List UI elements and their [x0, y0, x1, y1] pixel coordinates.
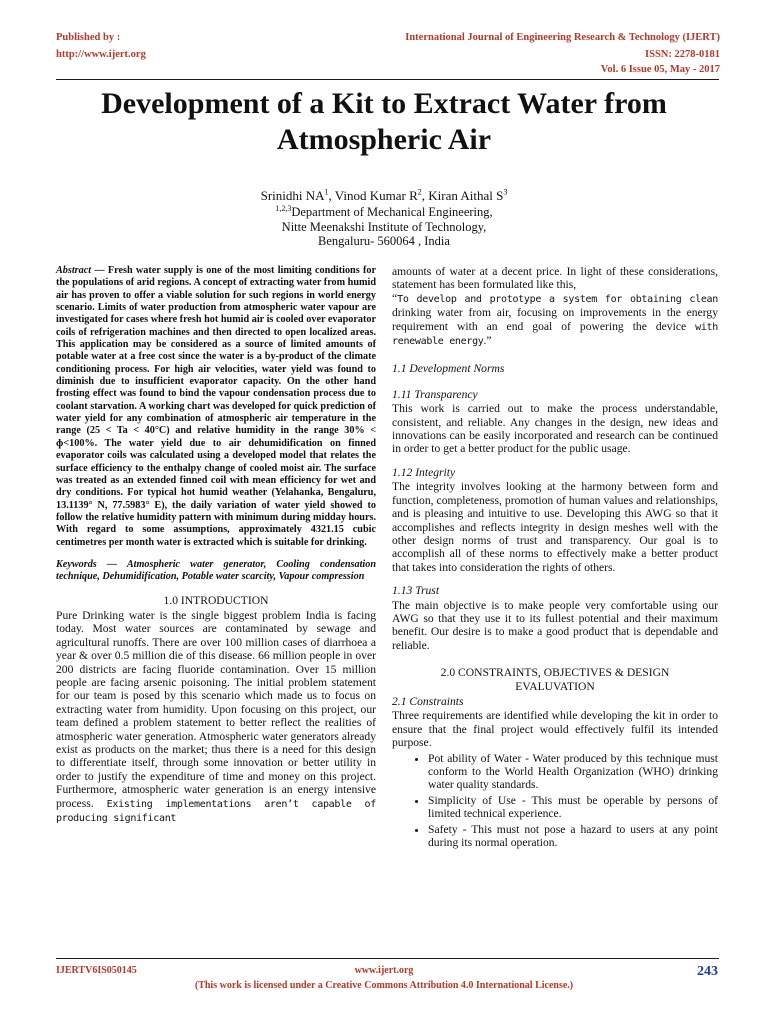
paper-title [40, 86, 728, 158]
author-2-sup: 2 [417, 187, 422, 197]
journal-name: International Journal of Engineering Research & Technology (IJERT) [405, 32, 720, 43]
keywords-lead: Keywords [56, 558, 97, 570]
integrity-text: The integrity involves looking at the harmony between form and function, completeness, promotion of human values and relationships, and is pleasing and intuitive to use. Developing this AWG so that it accomplishes and reflects integrity in design meshes well with the other design norms of trust and transparency. Our goal is to accomplish all of these norms to effectively make a better product that takes into consideration the rights of others. [392, 480, 718, 574]
volume-label: Vol. 6 Issue 05, May - 2017 [600, 64, 720, 75]
issn-label: ISSN: 2278-0181 [645, 49, 720, 60]
author-list [40, 188, 728, 203]
left-column [56, 265, 376, 826]
affiliation-dept: Department of Mechanical Engineering, [291, 205, 493, 219]
publisher-url-link[interactable]: http://www.ijert.org [56, 49, 146, 60]
quote-close: .” [483, 334, 492, 348]
footer-paper-code: IJERTV6IS050145 [56, 965, 137, 976]
intro-tail: Existing implementations aren’t capable of producing significant [56, 798, 376, 825]
quote-part-b: drinking water from air, focusing on improvements in the energy requirement with an end goal of powering the device [392, 306, 718, 333]
quote-open: “ [392, 291, 398, 305]
trust-heading: 1.13 Trust [392, 584, 440, 598]
footer-divider [56, 958, 719, 959]
footer-license: (This work is licensed under a Creative Commons Attribution 4.0 International License.) [194, 980, 574, 991]
section-2-heading-line-2: EVALUVATION [515, 679, 595, 693]
development-norms-heading: 1.1 Development Norms [392, 362, 505, 376]
problem-statement-quote [392, 292, 718, 349]
transparency-heading: 1.11 Transparency [392, 387, 478, 401]
author-1: Srinidhi NA [260, 188, 325, 203]
constraints-text: Three requirements are identified while developing the kit in order to ensure that the final project would effectively fulfil its intended purpose. [392, 709, 718, 750]
keywords-text: — Atmospheric water generator, Cooling condensation technique, Dehumidification, Potable water scarcity, Vapour compression [56, 558, 376, 583]
keywords [56, 559, 376, 584]
problem-statement-intro: amounts of water at a decent price. In light of these considerations, statement has been formulated like this, [392, 265, 718, 292]
author-1-sup: 1 [324, 187, 329, 197]
author-2: , Vinod Kumar R [328, 188, 418, 203]
affiliation-sup: 1,2,3 [275, 203, 292, 213]
publisher-label: Published by : [56, 32, 121, 43]
quote-part-a: To develop and prototype a system for obtaining clean [397, 293, 718, 305]
abstract-text: — Fresh water supply is one of the most limiting conditions for the populations of arid regions. A concept of extracting water from humid air has proven to offer a viable solution for such regions in world energy scenario. Limits of water production from atmospheric water vapour are investigated for cases where fresh hot humid air is cooled over evaporator coils of refrigeration machines and then directed to open localized areas. This application may be considered as a source of limited amounts of potable water at a free cost since the water is a by-product of the climate conditioning process. For high air velocities, water yield was found to diminish due to insufficient evaporator capacity. On the other hand frosting effect was found to bind the vapour condensation process due to coolant starvation. A working chart was developed for quick prediction of water yield for any combination of atmospheric air temperature in the range (25 < Ta < 40°C) and relative humidity in the range 30% < ɸ<100%. The water yield due to air dehumidification on finned evaporator coils was calculated using a developed model that relates the surface efficiency to the enthalpy change of cooled moist air. The surface was treated as an extended finned coil with mean efficiency for wet and dry conditions. For typical hot humid weather (Yelahanka, Bengaluru, 13.1139° N, 77.5983° E), the daily variation of water yield showed to follow the relative humidity pattern with minimum during midday hours. With regard to some assumptions, approximately 4321.15 cubic centimetres per month water is extracted which is suitable for drinking. [56, 265, 376, 548]
abstract [56, 265, 376, 549]
integrity-heading: 1.12 Integrity [392, 465, 456, 479]
footer-url-link[interactable]: www.ijert.org [354, 965, 414, 976]
quote-part-c: with renewable energy [392, 321, 718, 348]
list-item: • Pot ability of Water - Water produced by this technique must conform to the World Health Organization (WHO) drinking water quality standards. [428, 752, 718, 792]
affiliation-institute: Nitte Meenakshi Institute of Technology, [281, 219, 487, 234]
section-2-heading-line-1: 2.0 CONSTRAINTS, OBJECTIVES & DESIGN [440, 666, 670, 680]
trust-text: The main objective is to make people very comfortable using our AWG so that they use it to its fullest potential and their maximum benefit. Our desire is to make a good product that is dependable and reliable. [392, 598, 718, 652]
header-divider [56, 79, 719, 80]
intro-heading: 1.0 INTRODUCTION [163, 593, 269, 607]
page-number: 243 [697, 964, 718, 979]
constraints-heading: 2.1 Constraints [392, 694, 464, 708]
transparency-text: This work is carried out to make the process understandable, consistent, and reliable. Any changes in the design, new ideas and innovations can be easily incorporated and research can be continued in order to get a better product for the public usage. [392, 402, 718, 456]
affiliation-block [40, 205, 728, 249]
abstract-lead: Abstract [56, 265, 92, 276]
right-column [392, 265, 718, 851]
title-line-1: Development of a Kit to Extract Water from [101, 87, 667, 120]
list-item: • Simplicity of Use - This must be operable by persons of limited technical experience. [428, 794, 718, 821]
list-item: • Safety - This must not pose a hazard to users at any point during its normal operation. [428, 823, 718, 850]
author-3: , Kiran Aithal S [421, 188, 504, 203]
constraints-list [392, 752, 718, 850]
intro-text: Pure Drinking water is the single biggest problem India is facing today. Most water sources are contaminated by sewage and agricultural runoffs. There are over 100 million cases of diarrhoea a year & over 0.5 million die of this disease. 66 million people in over 200 districts are facing fluoride contamination. Over 15 million people are facing arsenic poisoning. The initial problem statement for our team is posed by this scenario which made us to focus on extracting water from humidity. Upon focusing on this project, our team defined a problem statement to better reflect the realities of atmospheric water generation. Atmospheric water generators already exist as products on the market; thus there is a need for this design to differentiate itself, through some innovation or better utility in order to justify the expenditure of time and money on this project. Furthermore, atmospheric water generation is an energy intensive process. [56, 609, 376, 810]
author-3-sup: 3 [503, 187, 508, 197]
title-line-2: Atmospheric Air [276, 123, 492, 156]
affiliation-city: Bengaluru- 560064 , India [318, 234, 450, 248]
intro-paragraph [56, 609, 376, 826]
